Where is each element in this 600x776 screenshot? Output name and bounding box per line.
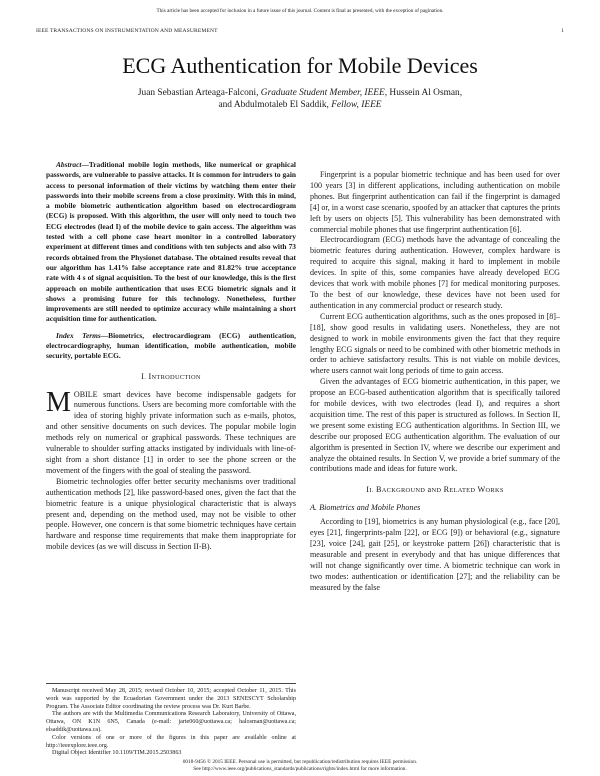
first-page-footnote [46, 683, 296, 758]
copyright-footer [0, 759, 600, 773]
rights-link-line: See http://www.ieee.org/publications_standards/publications/rights/index.html for more information. [193, 766, 407, 772]
body-paragraph-ecg: Electrocardiogram (ECG) methods have the advantage of concealing the biometric features during authentication. However, complex hardware is required to acquire this signal, making it hard to implement in mobile devices. In spite of this, some companies have already developed ECG devices that work with mobile phones [7] for medical monitoring purposes. To the best of our knowledge, these devices have not been used for authentication in any commercial product or research study. [310, 235, 560, 310]
author-3-name: and Abdulmotaleb El Saddik, [218, 100, 329, 111]
author-3-role: Fellow, IEEE [331, 100, 382, 111]
section-heading-introduction: I. INTRODUCTION [141, 371, 201, 381]
author-1-role: Graduate Student Member, IEEE [260, 88, 385, 98]
acceptance-notice: This article has been accepted for inclusion in a future issue of this journal. Content is final as presented, with the exception of pagination. [156, 8, 444, 14]
body-paragraph-fingerprint: Fingerprint is a popular biometric technique and has been used for over 100 years [3] in different applications, including authentication on mobile phones. But fingerprint authentication can fail if the fingerprint is damaged [4] or, in a worst case scenario, spoofed by an attacker that captures the prints left by users on objects [5]. This vulnerability has been demonstrated with commercial mobile phones that use fingerprint authentication [6]. [310, 170, 560, 234]
drop-cap: M [46, 386, 71, 418]
author-list [60, 87, 540, 111]
footnote-color: Color versions of one or more of the figures in this paper are available online at http://ieeexplore.ieee.org. [46, 734, 296, 749]
running-head [36, 28, 564, 34]
left-column [46, 160, 296, 553]
copyright-line: 0018-9456 © 2015 IEEE. Personal use is permitted, but republication/redistribution requires IEEE permission. [182, 759, 418, 765]
body-paragraph-biometrics: According to [19], biometrics is any human physiological (e.g., face [20], eyes [21], fingerprints-palm [22], or ECG [9]) or behavioral (e.g., signature [23], voice [24], gait [25], or keystroke pattern [26]) characteristic that is measurable and present in everybody and that has unique differences that will not change significantly over time. A biometric technique can work in two modes: authentication or identification [27]; and the reliability can be measured by the false [310, 517, 560, 592]
footnote-affiliation: The authors are with the Multimedia Communications Research Laboratory, University of Ottawa, Ottawa, ON K1N 6N5, Canada (e-mail: jarte060@uottawa.ca; halosman@uottawa.ca; elsaddik@uottawa.ca). [46, 711, 296, 733]
journal-name: IEEE TRANSACTIONS ON INSTRUMENTATION AND MEASUREMENT [36, 28, 218, 34]
abstract-text: —Traditional mobile login methods, like numerical or graphical passwords, are vulnerable to passive attacks. It is common for intruders to gain access to personal information of their victims by watching them enter their passwords into their mobile screens from a close proximity. With this in mind, a mobile biometric authentication algorithm based on electrocardiogram (ECG) is proposed. With this algorithm, the user will only need to touch two ECG electrodes (lead I) of the mobile device to gain access. The algorithm was tested with a cell phone case heart monitor in a controlled laboratory experiment at different times and conditions with ten subjects and also with 73 records obtained from the Physionet database. The obtained results reveal that our algorithm has 1.41% false acceptance rate and 81.82% true acceptance rate with 4 s of signal acquisition. To the best of our knowledge, this is the first approach on mobile authentication that uses ECG biometric signals and it shows a promising future for this technology. Nonetheless, further improvements are still needed to optimize accuracy while maintaining a short acquisition time for authentication. [46, 160, 296, 324]
abstract-lead: Abstract [56, 160, 82, 169]
intro-paragraph-1-text: OBILE smart devices have become indispensable gadgets for numerous functions. Users are becoming more comfortable with the idea of storing highly private information such as e-mails, photos, and other sensitive documents on such devices. The popular mobile login methods rely on numerical or graphical passwords. These techniques are vulnerable to shoulder surfing attacks instigated by individuals with line-of-sight from a short distance [1] in order to see the phone screen or the movement of the fingers with the goal of stealing the password. [46, 389, 296, 475]
abstract [46, 160, 296, 325]
footnote-manuscript: Manuscript received May 28, 2015; revised October 10, 2015; accepted October 11, 2015. This work was supported by the Ecuadorian Government under the 2013 SENESCYT Scholarship Program. The Associate Editor coordinating the review process was Dr. Kurt Barbe. [46, 688, 296, 710]
index-terms-lead: Index Terms [56, 330, 101, 340]
intro-paragraph-1 [46, 386, 296, 477]
body-paragraph-current-ecg: Current ECG authentication algorithms, such as the ones proposed in [8]–[18], show good results in validating users. Nonetheless, they are not designed to work in mobile environments given the fact that they require lengthy ECG signals or need to be combined with other biometric methods in order to achieve satisfactory results. This is not viable on mobile devices, where users cannot wait long periods of time to gain access. [310, 311, 560, 376]
index-terms-text: —Biometrics, electrocardiogram (ECG) authentication, electrocardiography, human identification, mobile authentication, mobile security, portable ECG. [46, 330, 297, 361]
page-number: 1 [561, 28, 564, 34]
subsection-heading-biometrics: A. Biometrics and Mobile Phones [310, 503, 421, 513]
author-2-name: , Hussein Al Osman, [384, 88, 463, 98]
index-terms [46, 331, 296, 362]
right-column [310, 170, 560, 594]
author-1-name: Juan Sebastian Arteaga-Falconi, [137, 88, 259, 98]
intro-paragraph-2: Biometric technologies offer better security mechanisms over traditional authentication methods [2], like password-based ones, given the fact that the biometric feature is a unique physiological characteristic that is always present and, depending on the method used, may not be visible to other people. However, one concern is that some biometric techniques have certain hardware and response time requirements that make them inappropriate for mobile devices (as we will discuss in Section II-B). [46, 476, 296, 552]
paper-title: ECG Authentication for Mobile Devices [122, 53, 478, 78]
body-paragraph-structure: Given the advantages of ECG biometric authentication, in this paper, we propose an ECG-based authentication algorithm that is specifically tailored for mobile devices, with two electrodes (lead I), and requires a short acquisition time. The rest of this paper is structured as follows. In Section II, we present some existing ECG authentication algorithms. In Section III, we describe our proposed ECG authentication algorithm. The evaluation of our algorithm is presented in Section IV, where we describe our experiment and analyze the obtained results. In Section V, we provide a brief summary of the contributions made and ideas for future work. [310, 377, 560, 474]
section-heading-background: II. BACKGROUND aND RELATED WORKS [366, 485, 504, 495]
footnote-doi: Digital Object Identifier 10.1109/TIM.2015.2503863 [52, 750, 182, 757]
